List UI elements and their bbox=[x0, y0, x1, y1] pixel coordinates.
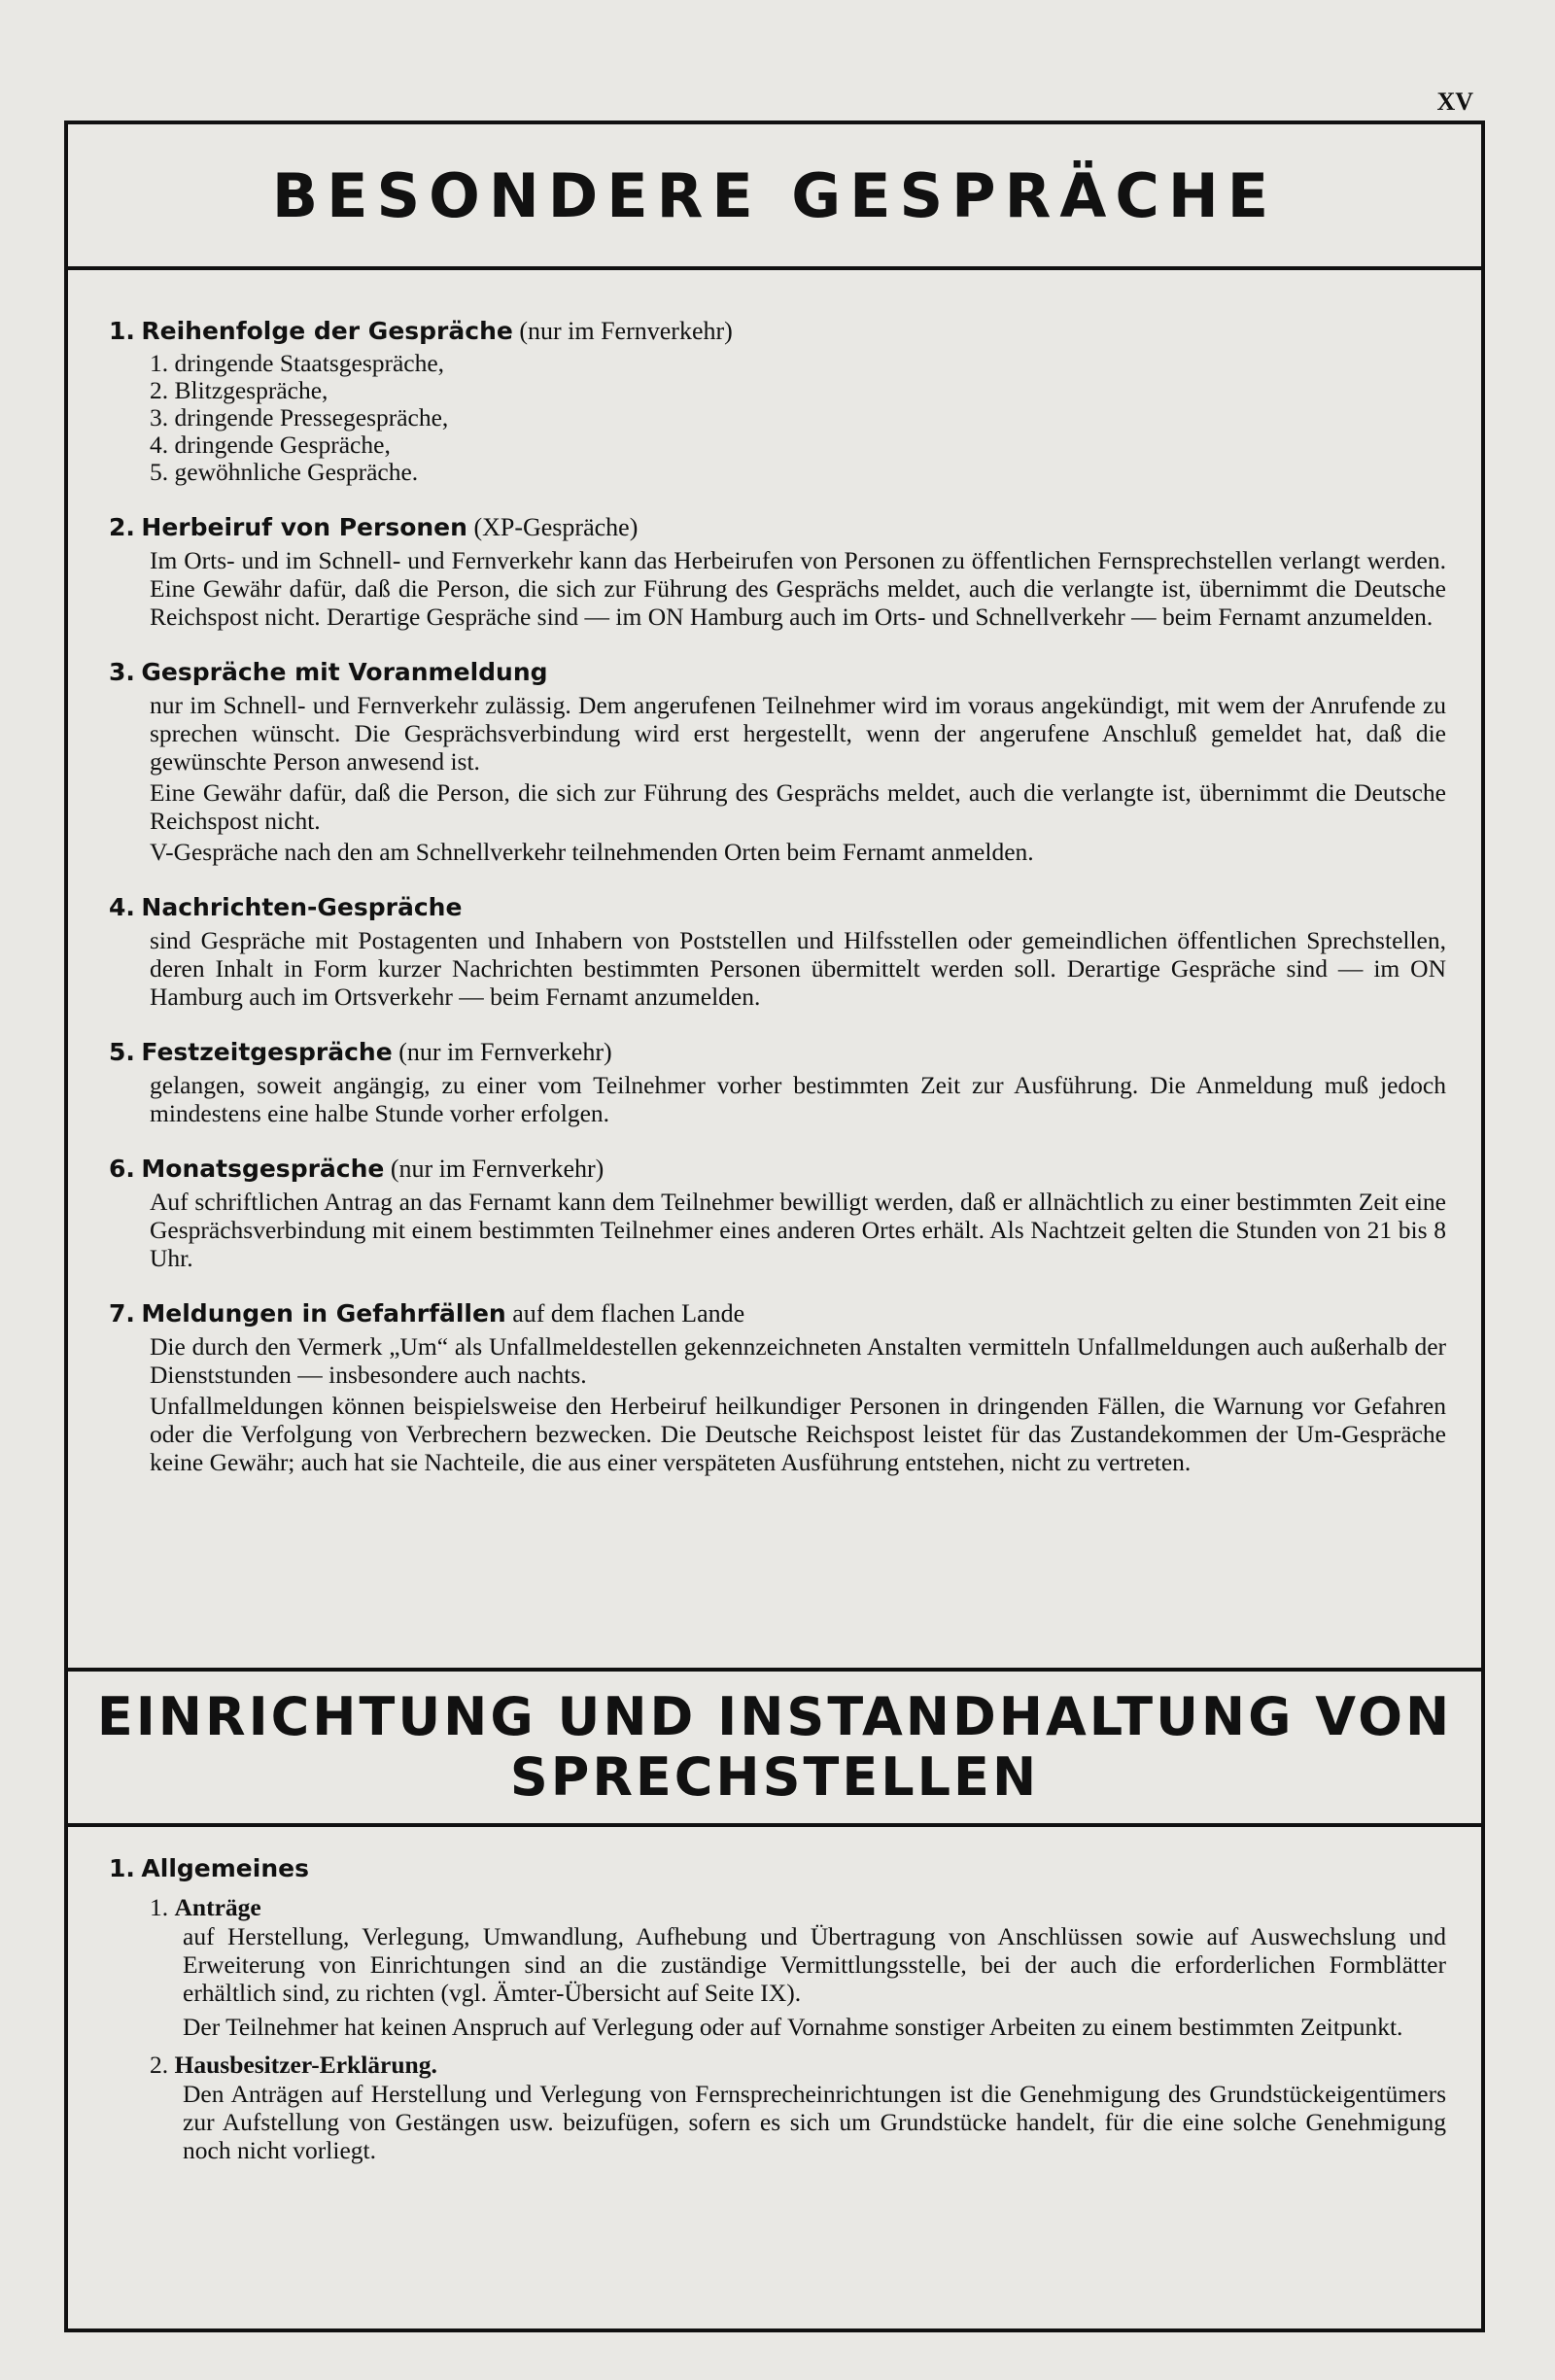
subsection-body bbox=[183, 1922, 1446, 2041]
section-banner bbox=[68, 1672, 1481, 1827]
section-number: 5. bbox=[109, 1038, 135, 1066]
section-item bbox=[109, 1038, 1446, 1127]
list-item: 2. Blitzgespräche, bbox=[150, 376, 328, 404]
section-body bbox=[150, 926, 1446, 1011]
section-item bbox=[109, 317, 1446, 486]
section-frame-besondere-gespraeche bbox=[64, 121, 1485, 1672]
subsection-item bbox=[150, 1893, 1446, 2041]
section-heading bbox=[109, 513, 1446, 542]
paragraph: Den Anträgen auf Herstellung und Verlegung von Fernsprecheinrichtungen ist die Genehmigung des Grundstückeigentümers zur Aufstellung von Gestängen usw. beizufügen, sofern es sich um Grundstücke handelt, für die eine solche Genehmigung noch nicht vorliegt. bbox=[183, 2080, 1446, 2164]
section-content bbox=[68, 1854, 1481, 2164]
list-item: 3. dringende Pressegespräche, bbox=[150, 403, 449, 431]
section-title-extra: (nur im Fernverkehr) bbox=[512, 317, 733, 345]
list-item: 4. dringende Gespräche, bbox=[150, 431, 391, 459]
section-title-extra: auf dem flachen Lande bbox=[505, 1299, 745, 1328]
section-item bbox=[109, 893, 1446, 1011]
paragraph: nur im Schnell- und Fernverkehr zulässig. Dem angerufenen Teilnehmer wird im voraus angekündigt, mit wem der Anrufende zu sprechen wünscht. Die Gesprächsverbindung wird erst hergestellt, wenn der angerufene Anschluß gemeldet hat, daß die gewünschte Person anwesend ist. bbox=[150, 691, 1446, 776]
paragraph: Eine Gewähr dafür, daß die Person, die sich zur Führung des Gesprächs meldet, auch die verlangte ist, übernimmt die Deutsche Reichspost nicht. bbox=[150, 778, 1446, 835]
subsection-heading bbox=[150, 1893, 1446, 1922]
section-title-extra: (nur im Fernverkehr) bbox=[392, 1038, 612, 1066]
paragraph: Auf schriftlichen Antrag an das Fernamt kann dem Teilnehmer bewilligt werden, daß er allnächtlich zu einer bestimmten Zeit eine Gesprächsverbindung mit einem bestimmten Teilnehmer eines anderen Ortes erhält. Als Nachtzeit gelten die Stunden von 21 bis 8 Uhr. bbox=[150, 1188, 1446, 1272]
section-number: 4. bbox=[109, 893, 135, 921]
section-heading bbox=[109, 1038, 1446, 1067]
subsection-list bbox=[109, 1893, 1446, 2164]
section-item bbox=[109, 1299, 1446, 1476]
section-heading bbox=[109, 1854, 1446, 1883]
subsection-heading bbox=[150, 2051, 1446, 2080]
section-title: Reihenfolge der Gespräche bbox=[141, 317, 513, 345]
section-title: Monatsgespräche bbox=[141, 1155, 385, 1183]
section-number: 3. bbox=[109, 658, 135, 686]
subsection-body bbox=[183, 2080, 1446, 2164]
section-title: Herbeiruf von Personen bbox=[141, 513, 467, 541]
section-body bbox=[150, 1071, 1446, 1127]
section-number: 2. bbox=[109, 513, 135, 541]
paragraph: auf Herstellung, Verlegung, Umwandlung, Aufhebung und Übertragung von Anschlüssen sowie auf Auswechslung und Erweiterung von Einrichtungen sind an die zuständige Vermittlungsstelle, bei der auch die erforderlichen Formblätter erhältlich sind, zu richten (vgl. Ämter-Übersicht auf Seite IX). bbox=[183, 1922, 1446, 2007]
subsection-title: Hausbesitzer-Erklärung. bbox=[174, 2051, 437, 2079]
section-body bbox=[150, 691, 1446, 866]
paragraph: sind Gespräche mit Postagenten und Inhabern von Poststellen und Hilfsstellen oder gemeindlichen öffentlichen Sprechstellen, deren Inhalt in Form kurzer Nachrichten bestimmten Personen übermittelt werden soll. Derartige Gespräche sind — im ON Hamburg auch im Ortsverkehr — beim Fernamt anzumelden. bbox=[150, 926, 1446, 1011]
section-title: Nachrichten-Gespräche bbox=[141, 893, 463, 921]
section-allgemeines bbox=[109, 1854, 1446, 2164]
section-content bbox=[68, 317, 1481, 1476]
section-title-extra: (XP-Gespräche) bbox=[466, 513, 639, 541]
paragraph: Die durch den Vermerk „Um“ als Unfallmeldestellen gekennzeichneten Anstalten vermitteln Unfallmeldungen auch außerhalb der Dienststunden — insbesondere auch nachts. bbox=[150, 1332, 1446, 1389]
banner-title-line-2: SPRECHSTELLEN bbox=[509, 1746, 1040, 1808]
section-number: 1. bbox=[109, 317, 135, 345]
section-body bbox=[150, 546, 1446, 631]
paragraph: Im Orts- und im Schnell- und Fernverkehr kann das Herbeirufen von Personen zu öffentlichen Fernsprechstellen verlangt werden. Eine Gewähr dafür, daß die Person, die sich zur Führung des Gesprächs meldet, auch die verlangte ist, übernimmt die Deutsche Reichspost nicht. Derartige Gespräche sind — im ON Hamburg auch im Orts- und Schnellverkehr — beim Fernamt anzumelden. bbox=[150, 546, 1446, 631]
section-title: Festzeitgespräche bbox=[141, 1038, 393, 1066]
section-title-extra: (nur im Fernverkehr) bbox=[384, 1155, 605, 1183]
section-heading bbox=[109, 317, 1446, 346]
section-item bbox=[109, 658, 1446, 866]
section-title: Meldungen in Gefahrfällen bbox=[141, 1299, 506, 1328]
page-number: XV bbox=[1436, 87, 1473, 116]
subsection-number: 1. bbox=[150, 1893, 169, 1921]
section-number: 6. bbox=[109, 1155, 135, 1183]
paragraph: gelangen, soweit angängig, zu einer vom Teilnehmer vorher bestimmten Zeit zur Ausführung. Die Anmeldung muß jedoch mindestens eine halbe Stunde vorher erfolgen. bbox=[150, 1071, 1446, 1127]
section-heading bbox=[109, 1155, 1446, 1184]
section-banner bbox=[68, 124, 1481, 270]
section-item bbox=[109, 1155, 1446, 1272]
section-body bbox=[150, 1332, 1446, 1476]
list-item: 5. gewöhnliche Gespräche. bbox=[150, 458, 419, 486]
section-title: Allgemeines bbox=[141, 1854, 309, 1882]
section-heading bbox=[109, 1299, 1446, 1328]
paragraph: Unfallmeldungen können beispielsweise den Herbeiruf heilkundiger Personen in dringenden Fällen, die Warnung vor Gefahren oder die Verfolgung von Verbrechern bezwecken. Die Deutsche Reichspost leistet für das Zustandekommen der Um-Gespräche keine Gewähr; auch hat sie Nachteile, die aus einer verspäteten Ausführung entstehen, nicht zu vertreten. bbox=[150, 1392, 1446, 1476]
section-body bbox=[150, 350, 1446, 486]
subsection-item bbox=[150, 2051, 1446, 2164]
banner-title-line-1: EINRICHTUNG UND INSTANDHALTUNG VON bbox=[96, 1686, 1453, 1747]
paragraph: V-Gespräche nach den am Schnellverkehr teilnehmenden Orten beim Fernamt anmelden. bbox=[150, 838, 1034, 866]
paragraph: Der Teilnehmer hat keinen Anspruch auf Verlegung oder auf Vornahme sonstiger Arbeiten zu einem bestimmten Zeitpunkt. bbox=[183, 2013, 1403, 2041]
section-number: 7. bbox=[109, 1299, 135, 1328]
section-body bbox=[150, 1188, 1446, 1272]
banner-title: BESONDERE GESPRÄCHE bbox=[271, 159, 1278, 231]
section-heading bbox=[109, 658, 1446, 687]
section-number: 1. bbox=[109, 1854, 135, 1882]
section-item bbox=[109, 513, 1446, 631]
section-frame-einrichtung bbox=[64, 1672, 1485, 2332]
subsection-title: Anträge bbox=[174, 1893, 261, 1921]
subsection-number: 2. bbox=[150, 2051, 169, 2079]
section-title: Gespräche mit Voranmeldung bbox=[141, 658, 548, 686]
section-heading bbox=[109, 893, 1446, 922]
priority-list bbox=[150, 350, 1446, 486]
list-item: 1. dringende Staatsgespräche, bbox=[150, 349, 445, 377]
